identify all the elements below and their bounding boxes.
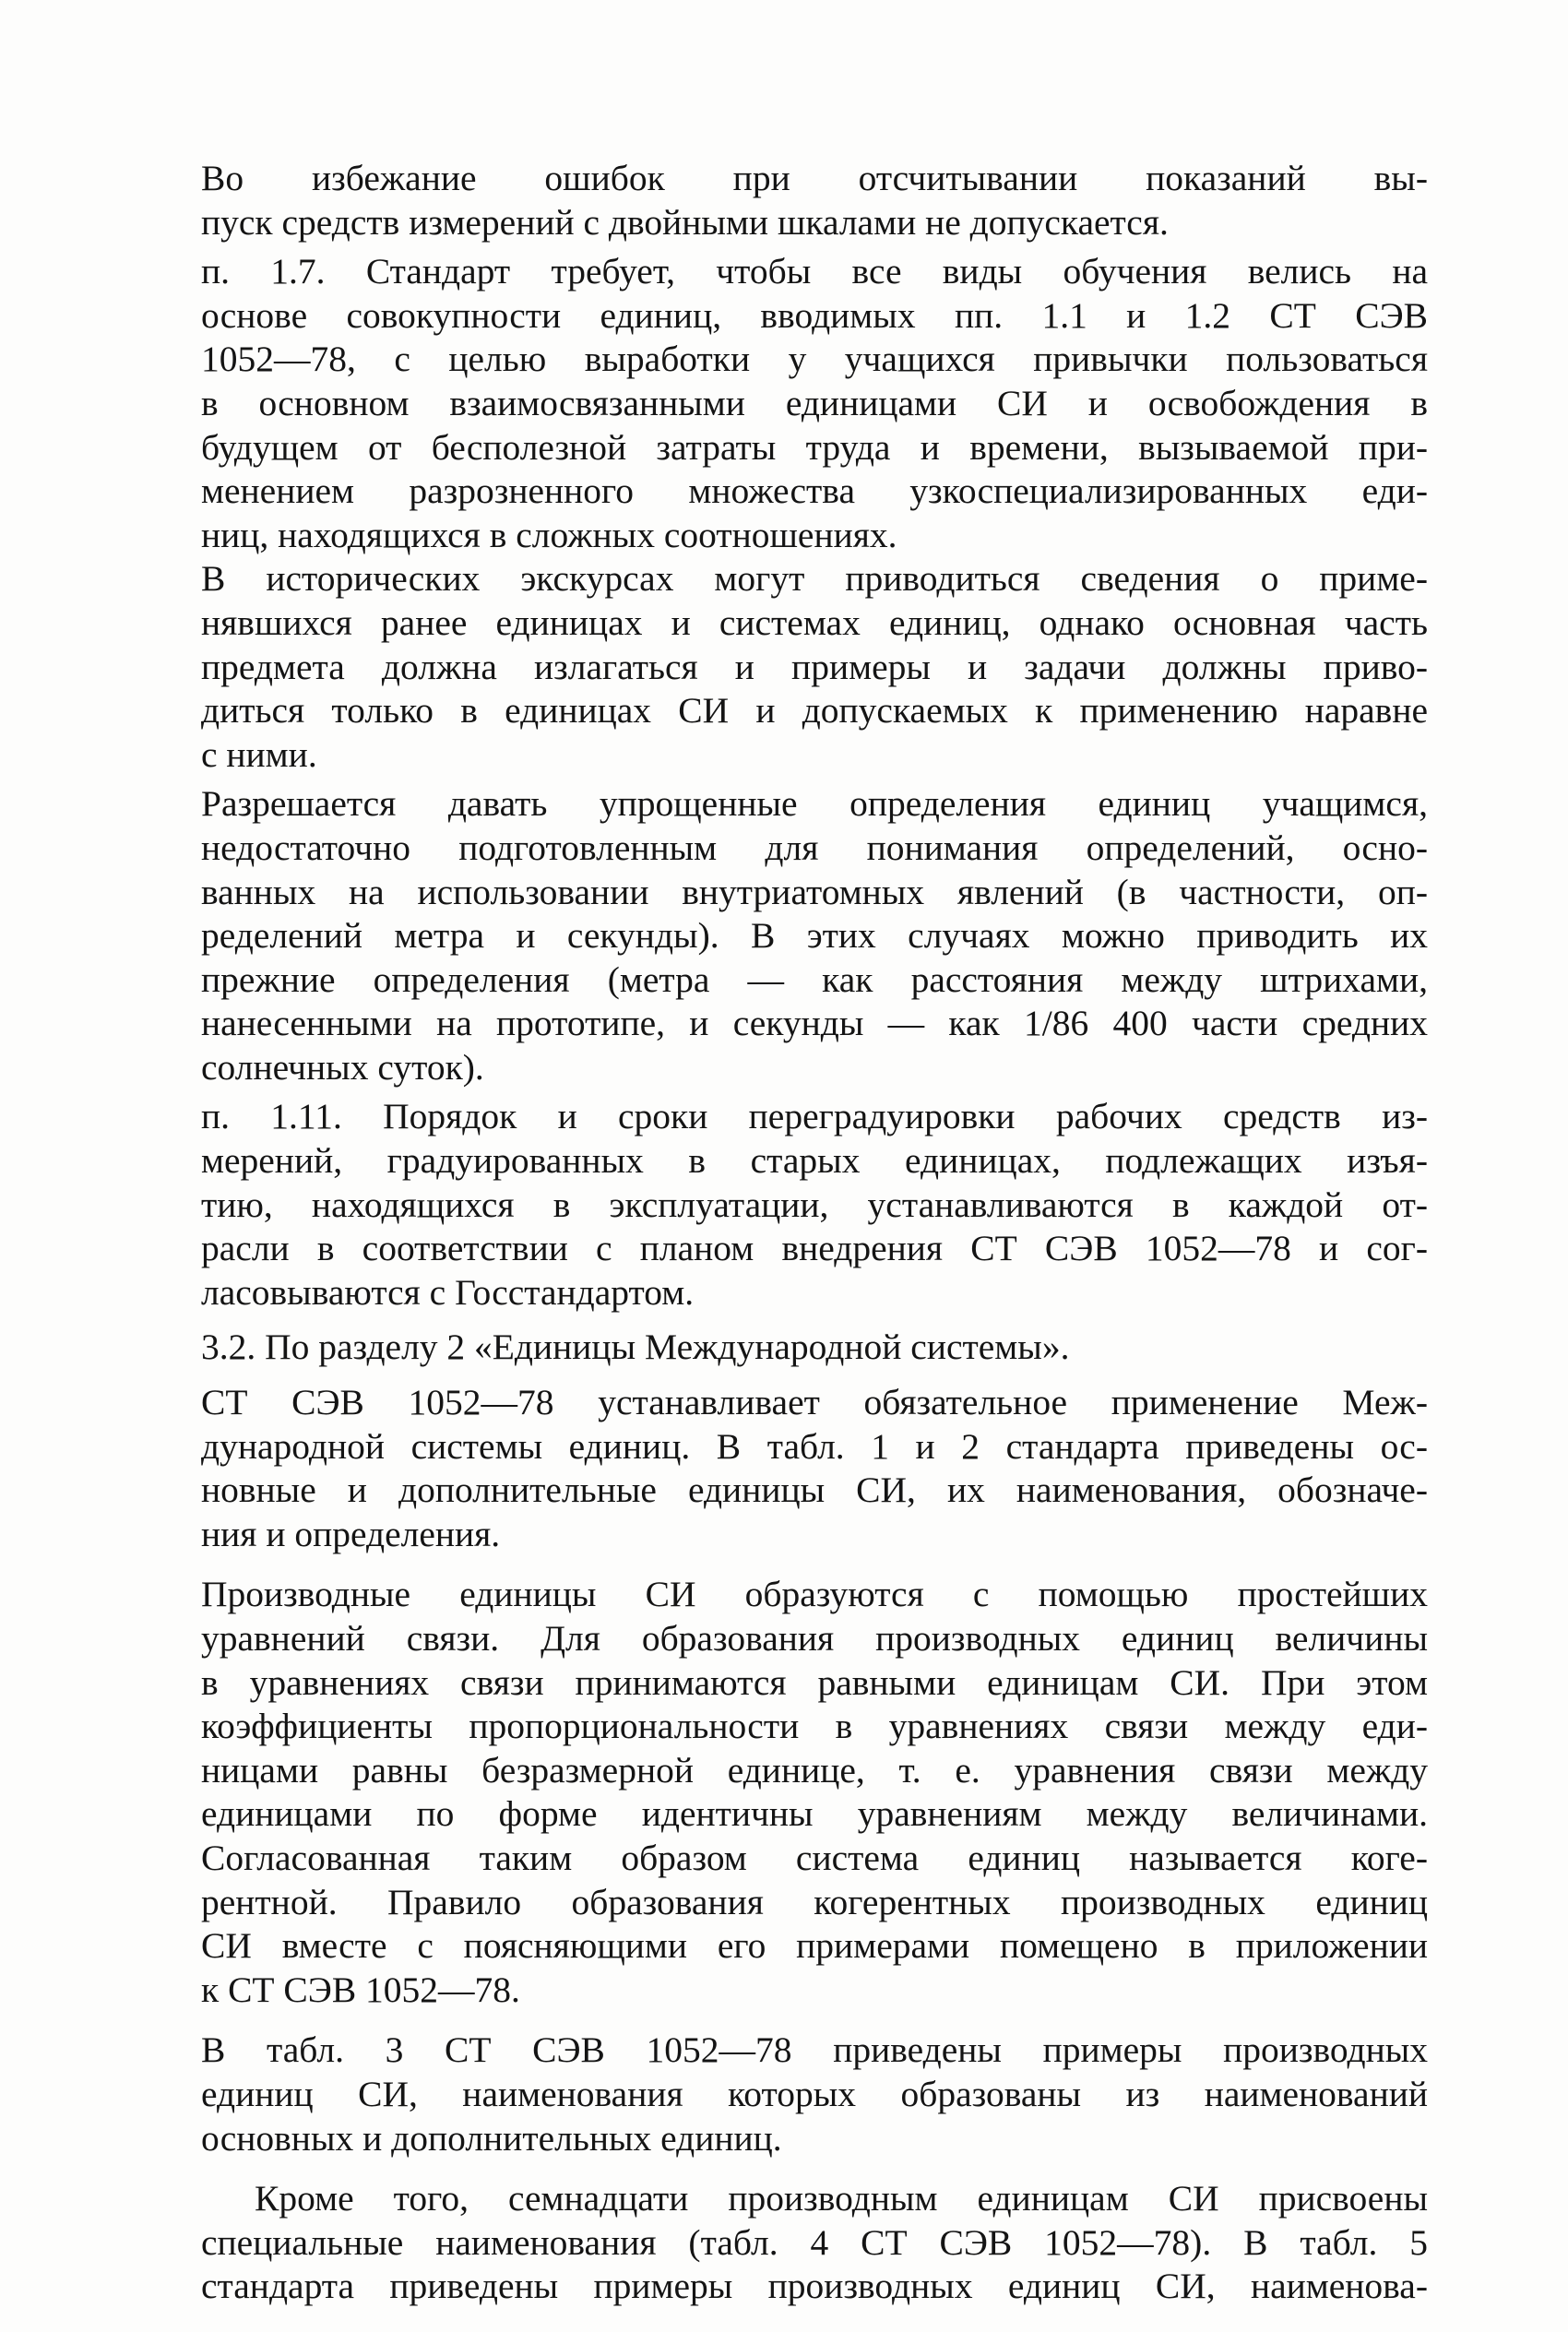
text-line: солнечных суток). (201, 1046, 484, 1088)
text-line: ниц, находящихся в сложных соотношениях. (201, 514, 897, 555)
text-line: нанесенными на прототипе, и секунды — как 1/86 400 части средних (201, 1003, 1428, 1044)
text-line: расли в соответствии с планом внедрения СТ СЭВ 1052—78 и сог- (201, 1228, 1428, 1269)
text-line: стандарта приведены примеры производных единиц СИ, наименова- (201, 2266, 1428, 2307)
text-line: п. 1.11. Порядок и сроки переградуировки рабочих средств из- (201, 1096, 1428, 1137)
text-line: В табл. 3 СТ СЭВ 1052—78 приведены примеры производных (201, 2029, 1428, 2071)
text-line: основных и дополнительных единиц. (201, 2117, 782, 2159)
text-line: Кроме того, семнадцати производным единицам СИ присвоены (255, 2178, 1428, 2219)
text-line: Согласованная таким образом система единиц называется коге- (201, 1837, 1428, 1878)
text-line: ванных на использовании внутриатомных явлений (в частности, оп- (201, 871, 1428, 912)
paragraph (201, 1573, 1428, 2012)
text-line: основе совокупности единиц, вводимых пп. 1.1 и 1.2 СТ СЭВ (201, 294, 1428, 336)
text-line: дународной системы единиц. В табл. 1 и 2 стандарта приведены ос- (201, 1425, 1428, 1467)
text-line: СИ вместе с поясняющими его примерами помещено в приложении (201, 1925, 1428, 1967)
paragraph (201, 1381, 1428, 1556)
text-line: в уравнениях связи принимаются равными единицам СИ. При этом (201, 1661, 1428, 1703)
text-line: в основном взаимосвязанными единицами СИ и освобождения в (201, 382, 1428, 423)
text-line: ределений метра и секунды). В этих случаях можно приводить их (201, 915, 1428, 957)
text-line: тию, находящихся в эксплуатации, устанавливаются в каждой от- (201, 1184, 1428, 1225)
text-line: В исторических экскурсах могут приводиться сведения о приме- (201, 558, 1428, 600)
paragraph (201, 782, 1428, 1089)
text-line: специальные наименования (табл. 4 СТ СЭВ 1052—78). В табл. 5 (201, 2221, 1428, 2263)
paragraph (201, 2177, 1428, 2309)
paragraph (201, 1326, 1428, 1370)
text-line: с ними. (201, 733, 317, 775)
text-line: диться только в единицах СИ и допускаемых к применению наравне (201, 690, 1428, 732)
text-line: менением разрозненного множества узкоспециализированных еди- (201, 470, 1428, 512)
text-line: п. 1.7. Стандарт требует, чтобы все виды обучения велись на (201, 251, 1428, 292)
text-line: предмета должна излагаться и примеры и задачи должны приво- (201, 646, 1428, 687)
text-line: 3.2. По разделу 2 «Единицы Международной системы». (201, 1327, 1070, 1368)
paragraph (201, 250, 1428, 557)
text-line: ницами равны безразмерной единице, т. е. уравнения связи между (201, 1749, 1428, 1791)
text-line: единицами по форме идентичны уравнениям между величинами. (201, 1793, 1428, 1835)
text-line: новные и дополнительные единицы СИ, их наименования, обозначе- (201, 1469, 1428, 1511)
text-line: Разрешается давать упрощенные определения единиц учащимся, (201, 783, 1428, 825)
text-line: Во избежание ошибок при отсчитывании показаний вы- (201, 158, 1428, 198)
text-line: 1052—78, с целью выработки у учащихся привычки пользоваться (201, 339, 1428, 380)
text-line: ния и определения. (201, 1513, 501, 1554)
text-line: мерений, градуированных в старых единицах, подлежащих изъя- (201, 1140, 1428, 1182)
text-line: СТ СЭВ 1052—78 устанавливает обязательное применение Меж- (201, 1382, 1428, 1423)
paragraph (201, 557, 1428, 777)
paragraph (201, 157, 1428, 244)
text-line: уравнений связи. Для образования производных единиц величины (201, 1618, 1428, 1659)
text-line: единиц СИ, наименования которых образованы из наименований (201, 2073, 1428, 2114)
text-line: к СТ СЭВ 1052—78. (201, 1969, 520, 2010)
text-line: пуск средств измерений с двойными шкалами не допускается. (201, 201, 1169, 243)
paragraph (201, 1095, 1428, 1315)
body-text (201, 157, 1428, 2309)
text-line: коэффициенты пропорциональности в уравнениях связи между еди- (201, 1706, 1428, 1747)
text-line: ласовываются с Госстандартом. (201, 1271, 695, 1313)
text-line: будущем от бесполезной затраты труда и времени, вызываемой при- (201, 426, 1428, 468)
text-line: нявшихся ранее единицах и системах единиц, однако основная часть (201, 601, 1428, 643)
paragraph (201, 2029, 1428, 2160)
text-line: недостаточно подготовленным для понимания определений, осно- (201, 827, 1428, 868)
text-line: прежние определения (метра — как расстояния между штрихами, (201, 958, 1428, 1000)
text-line: Производные единицы СИ образуются с помощью простейших (201, 1574, 1428, 1615)
text-line: рентной. Правило образования когерентных производных единиц (201, 1881, 1428, 1922)
